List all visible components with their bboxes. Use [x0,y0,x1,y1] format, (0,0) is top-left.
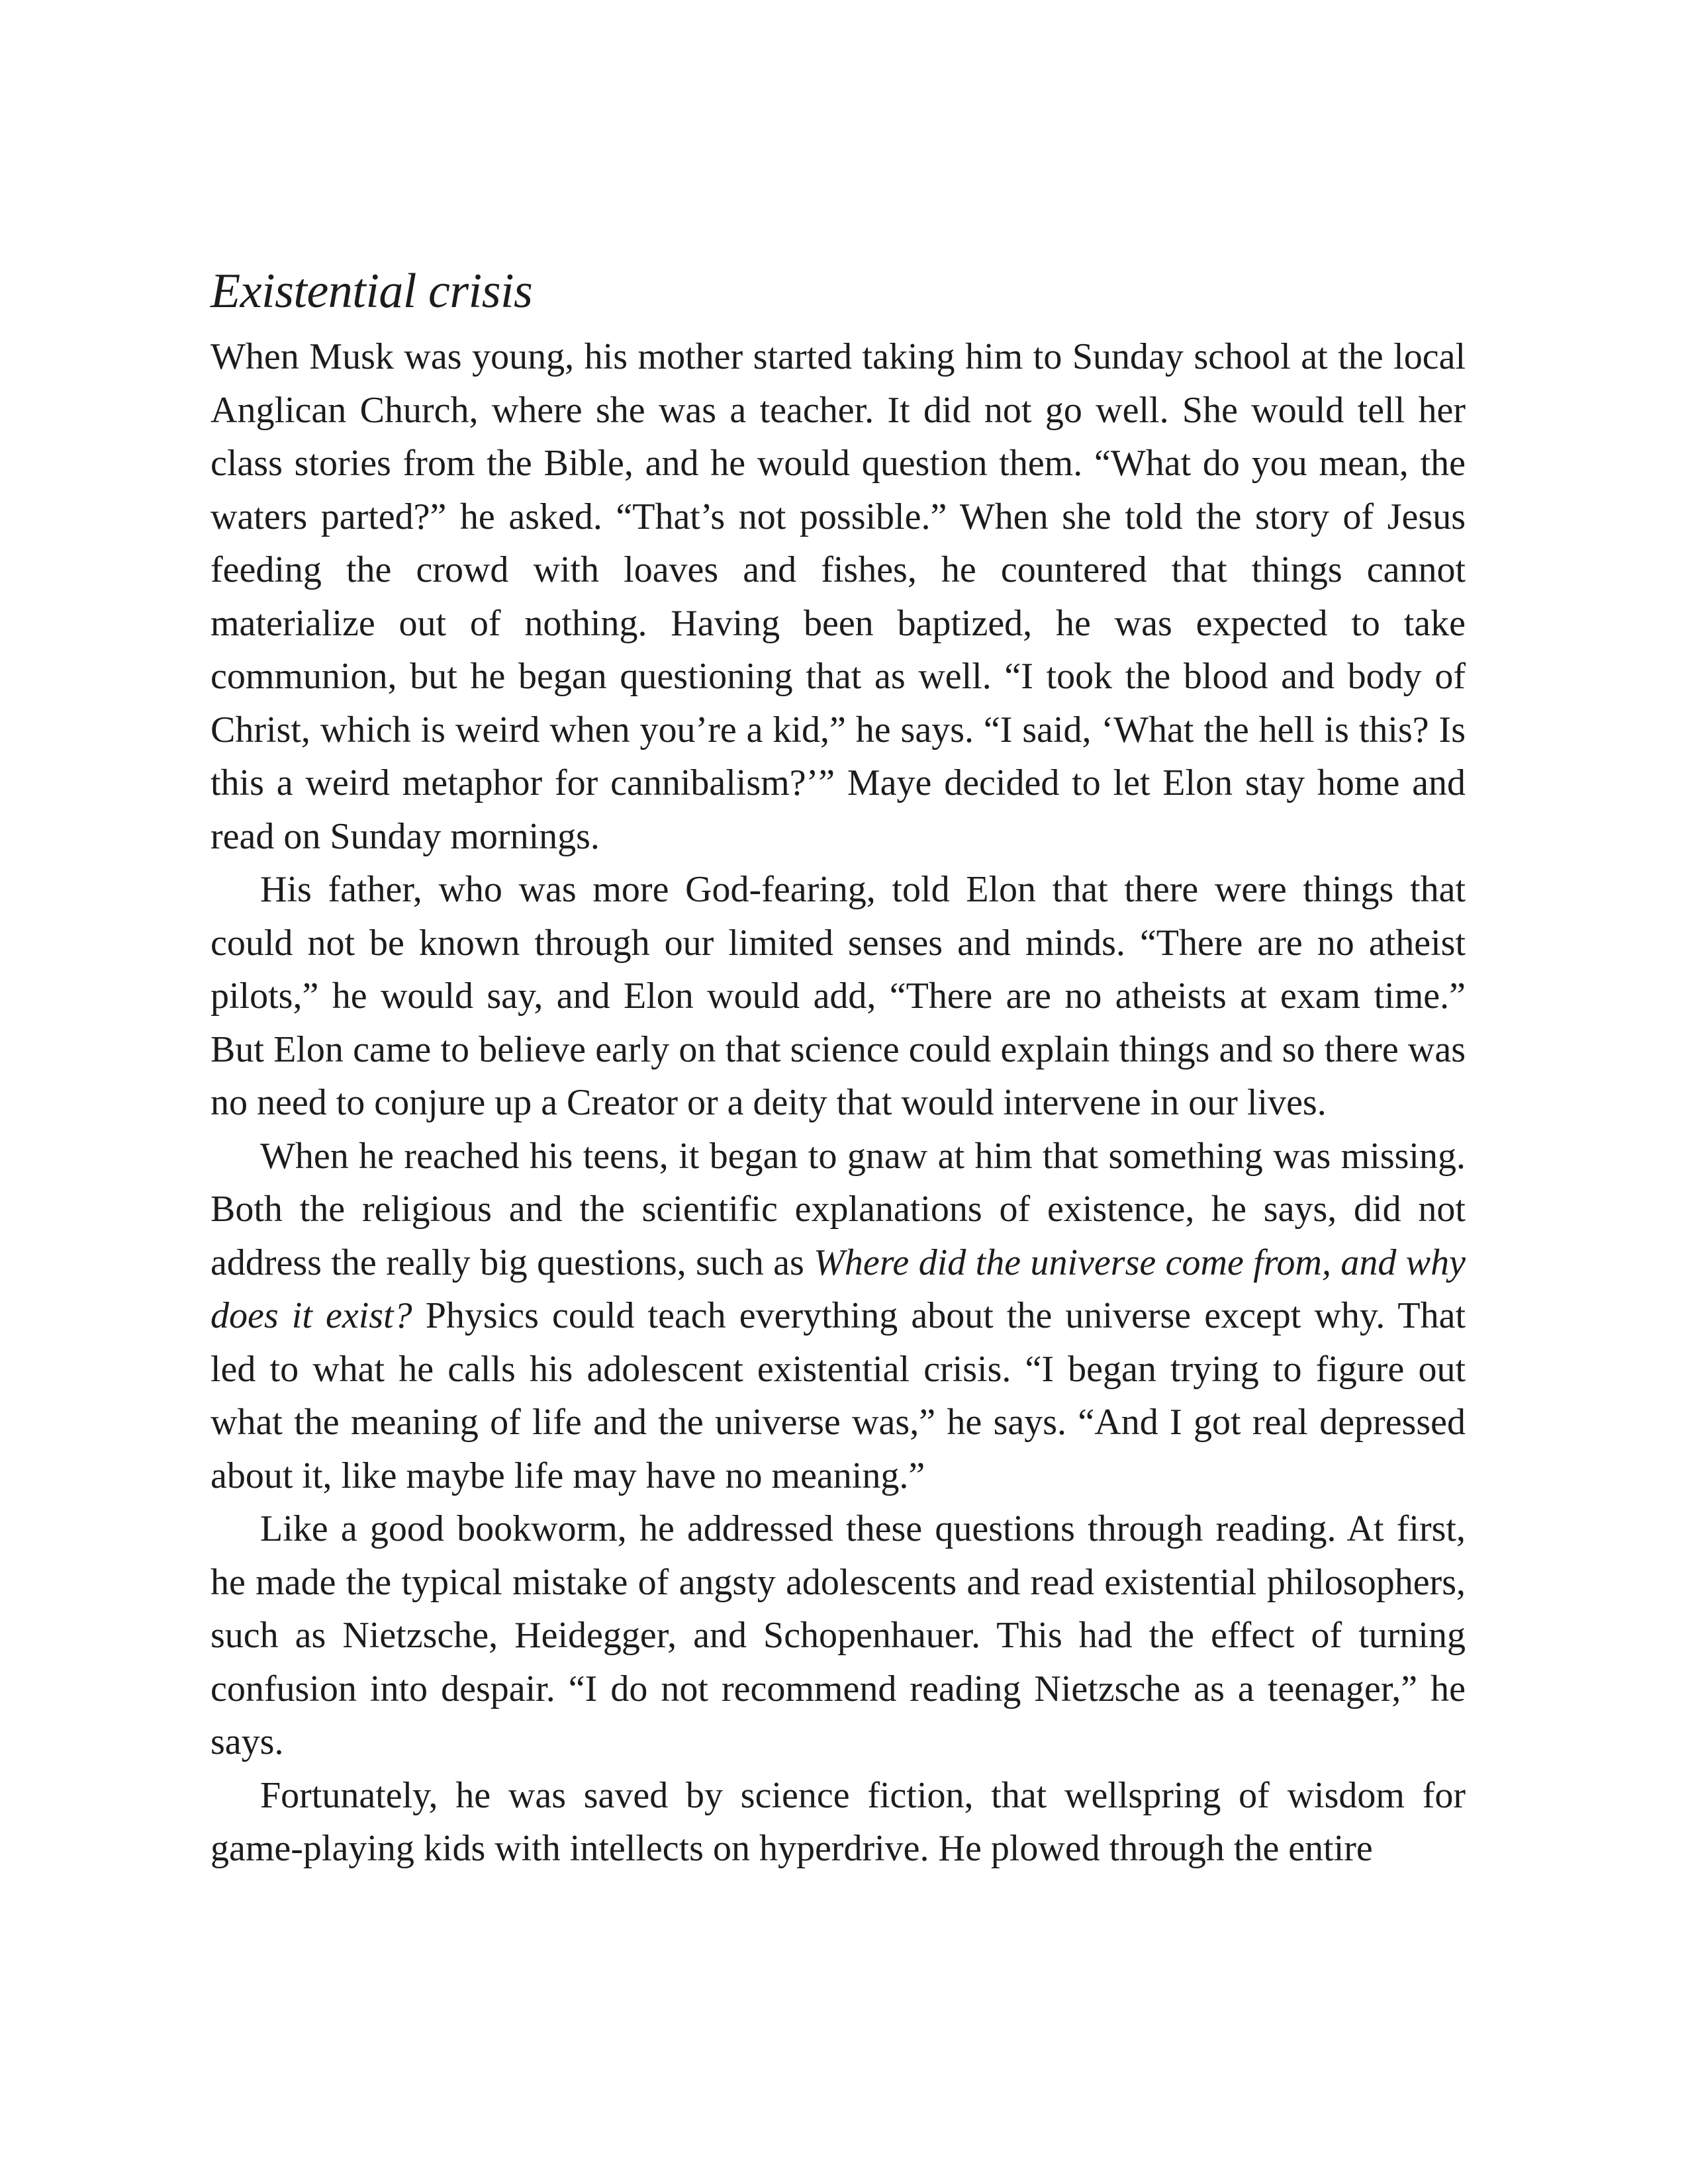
page-body [211,261,1466,1876]
paragraph-teens-italic-question: Where did the universe come from, and why does it exist? [211,1242,1466,1336]
paragraph-teens-text-before: When he reached his teens, it began to gnaw at him that something was missing. Both the religious and the scientific explanations of existence, he says, did not address the really big questions, such as [211,1135,1466,1283]
paragraph-bookworm: Like a good bookworm, he addressed these questions through reading. At first, he made the typical mistake of angsty adolescents and read existential philosophers, such as Nietzsche, Heidegger, and Schopenhauer. This had the effect of turning confusion into despair. “I do not recommend reading Nietzsche as a teenager,” he says. [211,1508,1466,1762]
section-heading: Existential crisis [211,264,533,318]
paragraph-father: His father, who was more God-fearing, told Elon that there were things that could not be known through our limited senses and minds. “There are no atheist pilots,” he would say, and Elon would add, “There are no atheists at exam time.” But Elon came to believe early on that science could explain things and so there was no need to conjure up a Creator or a deity that would intervene in our lives. [211,869,1466,1123]
paragraph-science-fiction: Fortunately, he was saved by science fiction, that wellspring of wisdom for game-playing kids with intellects on hyperdrive. He plowed through the entire [211,1774,1466,1869]
paragraph-teens-text-after: Physics could teach everything about the universe except why. That led to what he calls his adolescent existential crisis. “I began trying to figure out what the meaning of life and the universe was,” he says. “And I got real depressed about it, like maybe life may have no meaning.” [211,1295,1466,1496]
paragraph-teens [211,1130,1466,1503]
paragraph-sunday-school: When Musk was young, his mother started taking him to Sunday school at the local Anglican Church, where she was a teacher. It did not go well. She would tell her class stories from the Bible, and he would question them. “What do you mean, the waters parted?” he asked. “That’s not possible.” When she told the story of Jesus feeding the crowd with loaves and fishes, he countered that things cannot materialize out of nothing. Having been baptized, he was expected to take communion, but he began questioning that as well. “I took the blood and body of Christ, which is weird when you’re a kid,” he says. “I said, ‘What the hell is this? Is this a weird metaphor for cannibalism?’” Maye decided to let Elon stay home and read on Sunday mornings. [211,336,1466,857]
